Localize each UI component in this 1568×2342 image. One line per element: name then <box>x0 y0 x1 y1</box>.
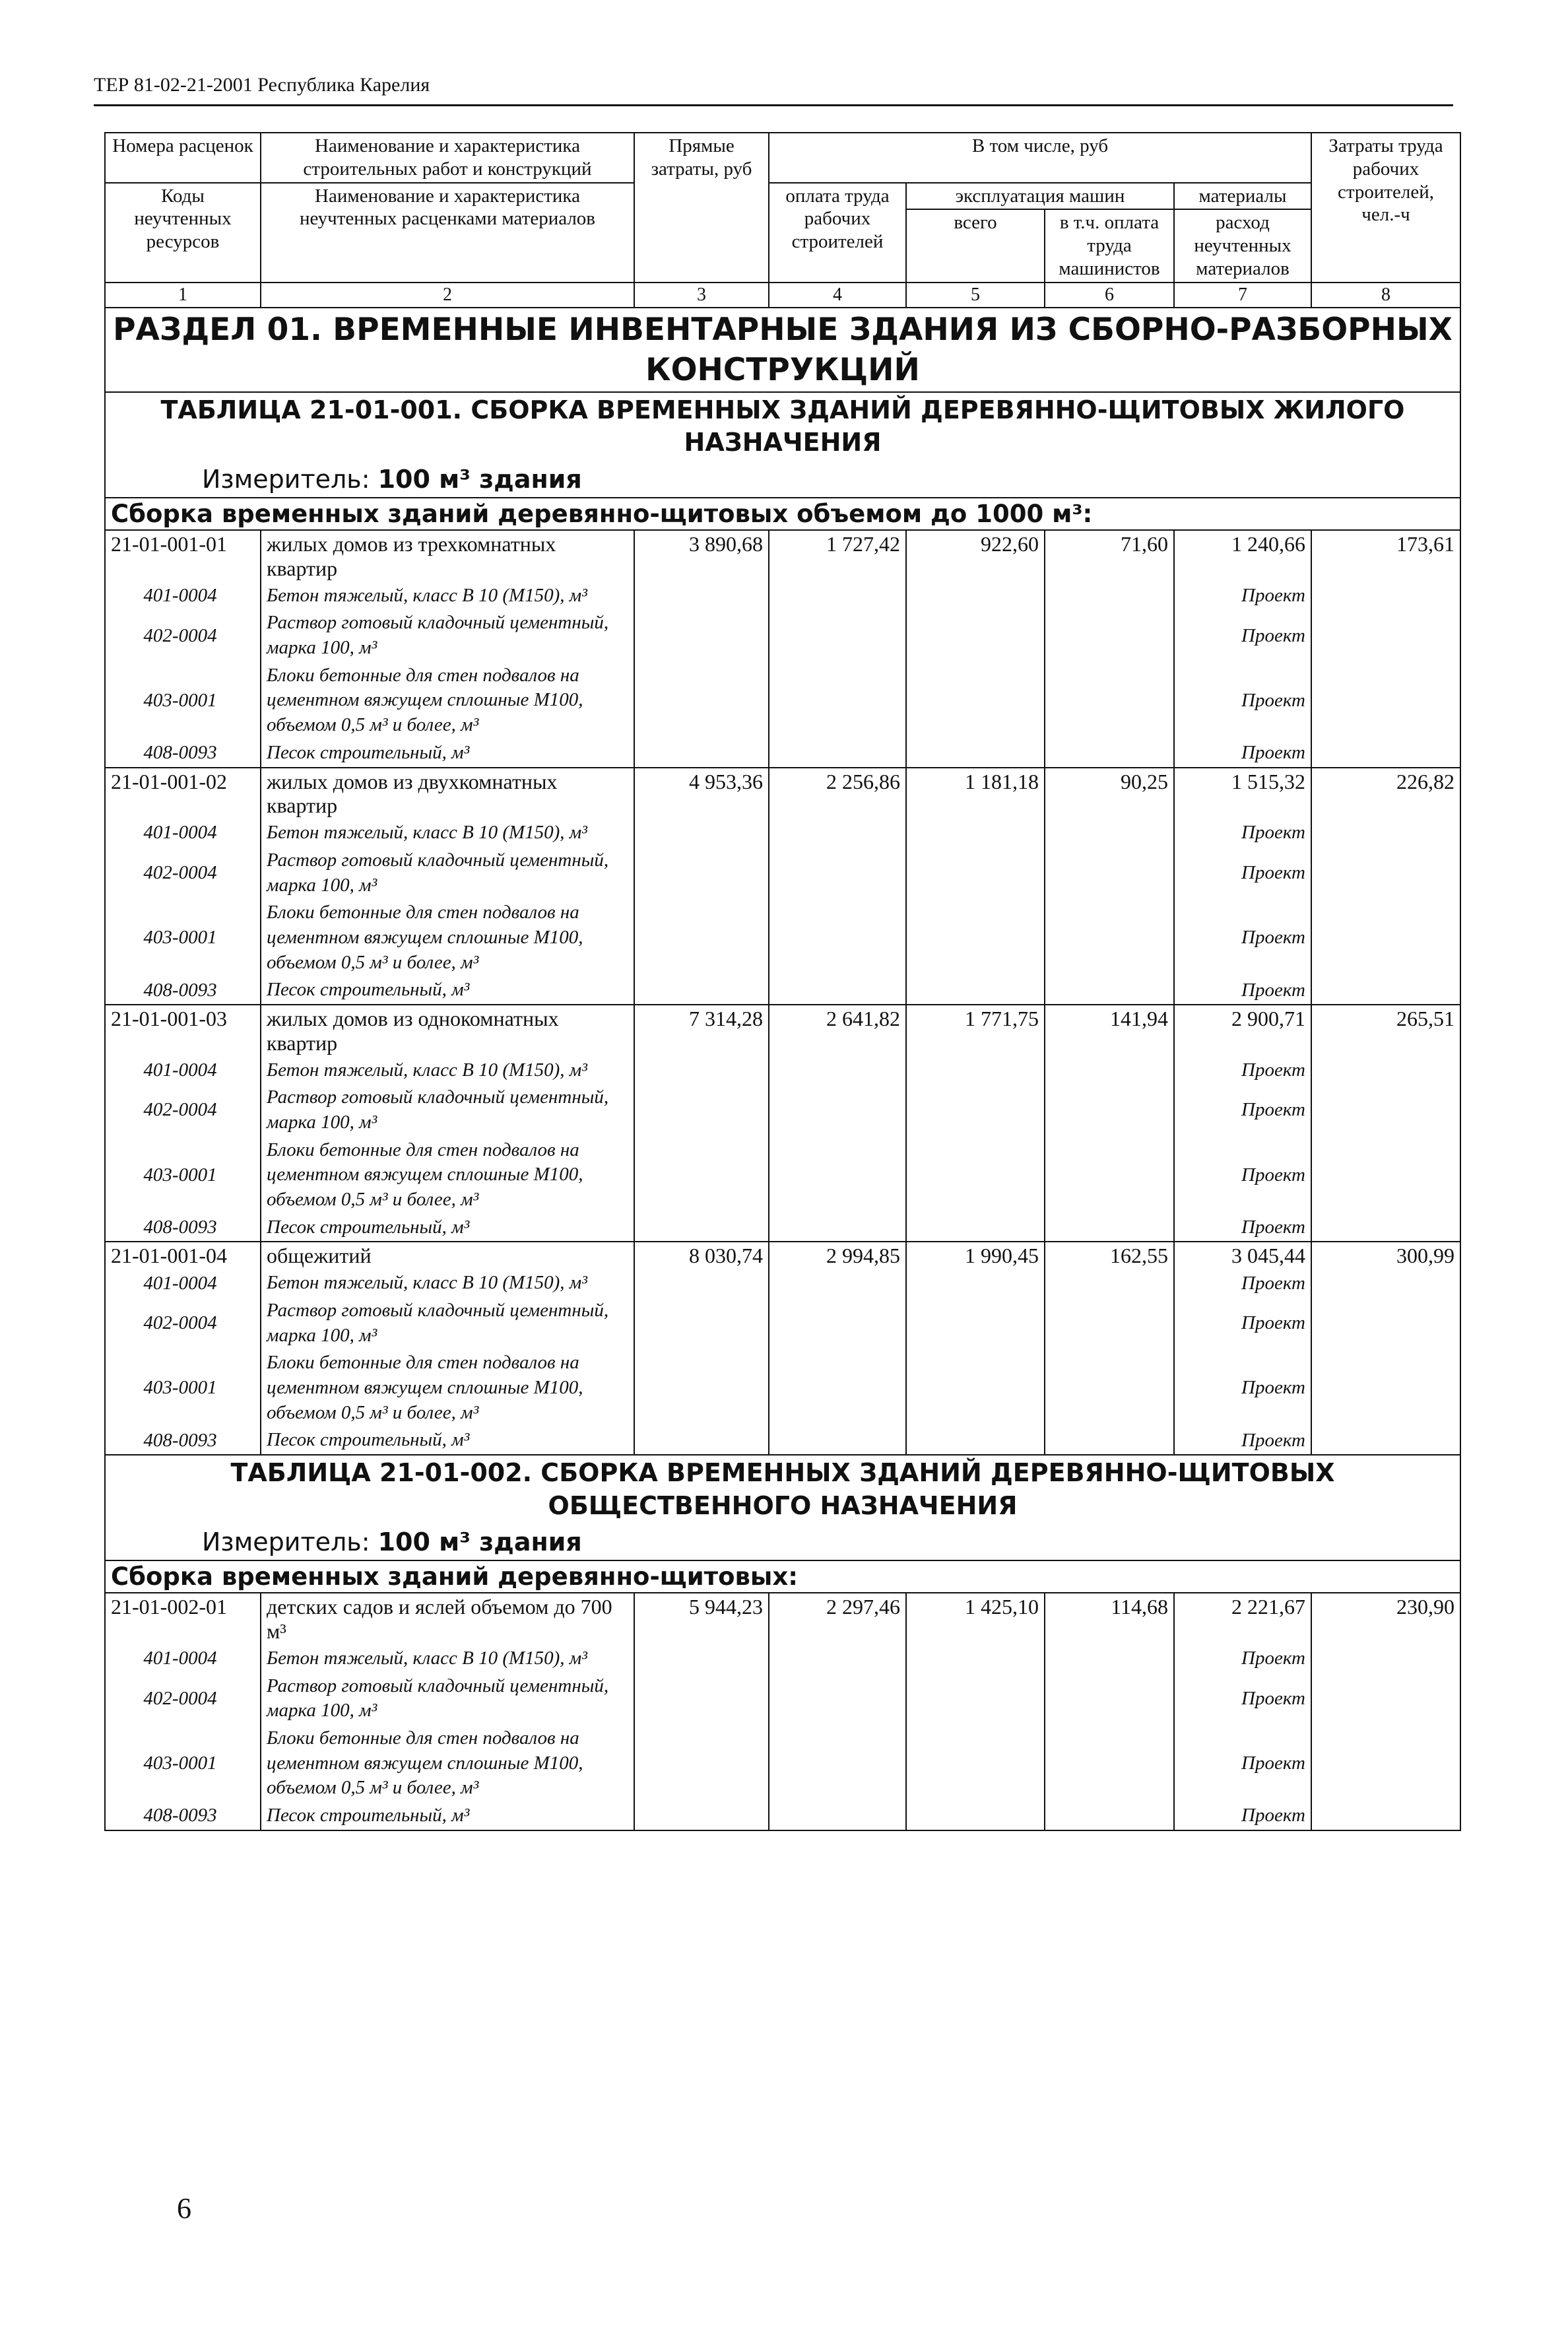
empty-cell <box>906 739 1045 768</box>
empty-cell <box>906 1084 1045 1136</box>
empty-cell <box>769 1084 906 1136</box>
resource-row <box>105 1802 1460 1830</box>
materials-cost: 2 221,67 <box>1174 1593 1311 1645</box>
resource-row <box>105 1349 1460 1426</box>
empty-cell <box>906 1673 1045 1725</box>
resource-name: Блоки бетонные для стен подвалов на цементном вяжущем сплошные М100, объемом 0,5 м³ и более, м³ <box>261 1349 634 1426</box>
resource-code: 403-0001 <box>105 899 261 976</box>
resource-consumption: Проект <box>1174 1349 1311 1426</box>
empty-cell <box>906 1349 1045 1426</box>
empty-cell <box>906 899 1045 976</box>
measure-value: 100 м³ здания <box>377 1527 582 1556</box>
empty-cell <box>1045 976 1174 1005</box>
resource-code: 408-0093 <box>105 976 261 1005</box>
empty-cell <box>1311 1214 1460 1242</box>
labor-hours: 230,90 <box>1311 1593 1460 1645</box>
empty-cell <box>1045 1426 1174 1455</box>
table-row <box>105 768 1460 820</box>
empty-cell <box>906 976 1045 1005</box>
empty-cell <box>1311 609 1460 661</box>
header-col7: расход неучтенных материалов <box>1174 209 1311 282</box>
resource-consumption: Проект <box>1174 1297 1311 1349</box>
resource-code: 402-0004 <box>105 1084 261 1136</box>
empty-cell <box>769 1426 906 1455</box>
header-col1-top: Номера расценок <box>105 133 261 183</box>
resource-name: Раствор готовый кладочный цементный, марка 100, м³ <box>261 609 634 661</box>
empty-cell <box>769 899 906 976</box>
empty-cell <box>1311 1673 1460 1725</box>
resource-code: 403-0001 <box>105 1349 261 1426</box>
empty-cell <box>1045 739 1174 768</box>
machine-operators-wages: 162,55 <box>1045 1242 1174 1269</box>
rate-code: 21-01-001-01 <box>105 530 261 582</box>
resource-row <box>105 976 1460 1005</box>
resource-row <box>105 1137 1460 1214</box>
empty-cell <box>1045 1349 1174 1426</box>
table-subtitle: Сборка временных зданий деревянно-щитовых объемом до 1000 м³: <box>105 498 1460 530</box>
empty-cell <box>906 1645 1045 1673</box>
resource-consumption: Проект <box>1174 582 1311 610</box>
empty-cell <box>906 609 1045 661</box>
resource-name: Блоки бетонные для стен подвалов на цементном вяжущем сплошные М100, объемом 0,5 м³ и более, м³ <box>261 1137 634 1214</box>
resource-name: Блоки бетонные для стен подвалов на цементном вяжущем сплошные М100, объемом 0,5 м³ и более, м³ <box>261 662 634 739</box>
resource-consumption: Проект <box>1174 609 1311 661</box>
resource-row <box>105 1057 1460 1085</box>
column-numbers <box>105 283 1460 308</box>
labor-hours: 173,61 <box>1311 530 1460 582</box>
empty-cell <box>1045 1084 1174 1136</box>
empty-cell <box>906 847 1045 899</box>
resource-name: Раствор готовый кладочный цементный, марка 100, м³ <box>261 847 634 899</box>
machine-operators-wages: 71,60 <box>1045 530 1174 582</box>
empty-cell <box>1045 609 1174 661</box>
column-number: 8 <box>1311 283 1460 308</box>
empty-cell <box>1311 1725 1460 1802</box>
table-row <box>105 530 1460 582</box>
empty-cell <box>769 582 906 610</box>
empty-cell <box>1311 1137 1460 1214</box>
column-number: 4 <box>769 283 906 308</box>
direct-costs: 4 953,36 <box>634 768 769 820</box>
machine-operators-wages: 141,94 <box>1045 1005 1174 1057</box>
empty-cell <box>906 819 1045 847</box>
empty-cell <box>769 1057 906 1085</box>
resource-code: 402-0004 <box>105 1673 261 1725</box>
resource-code: 408-0093 <box>105 1426 261 1455</box>
empty-cell <box>634 609 769 661</box>
machines-total: 1 181,18 <box>906 768 1045 820</box>
empty-cell <box>634 582 769 610</box>
empty-cell <box>634 1673 769 1725</box>
resource-name: Песок строительный, м³ <box>261 1214 634 1242</box>
column-number: 2 <box>261 283 634 308</box>
empty-cell <box>1045 1802 1174 1830</box>
resource-row <box>105 1084 1460 1136</box>
labor-wages: 2 256,86 <box>769 768 906 820</box>
empty-cell <box>634 976 769 1005</box>
resource-row <box>105 819 1460 847</box>
header-materials: материалы <box>1174 183 1311 210</box>
labor-hours: 226,82 <box>1311 768 1460 820</box>
empty-cell <box>769 1802 906 1830</box>
empty-cell <box>1311 976 1460 1005</box>
empty-cell <box>1045 847 1174 899</box>
resource-code: 402-0004 <box>105 609 261 661</box>
resource-code: 403-0001 <box>105 1725 261 1802</box>
resource-row <box>105 1269 1460 1297</box>
column-number: 1 <box>105 283 261 308</box>
resource-row <box>105 899 1460 976</box>
empty-cell <box>634 1137 769 1214</box>
empty-cell <box>906 1426 1045 1455</box>
header-rule <box>94 104 1453 106</box>
measure-label: Измеритель: <box>202 1527 370 1556</box>
empty-cell <box>1311 1645 1460 1673</box>
materials-cost: 2 900,71 <box>1174 1005 1311 1057</box>
resource-consumption: Проект <box>1174 1214 1311 1242</box>
resource-consumption: Проект <box>1174 1426 1311 1455</box>
work-name: жилых домов из однокомнатных квартир <box>261 1005 634 1057</box>
header-group: В том числе, руб <box>769 133 1311 183</box>
resource-row <box>105 1297 1460 1349</box>
resource-consumption: Проект <box>1174 1137 1311 1214</box>
resource-consumption: Проект <box>1174 1269 1311 1297</box>
empty-cell <box>1311 819 1460 847</box>
resource-row <box>105 1426 1460 1455</box>
empty-cell <box>769 1297 906 1349</box>
resource-row <box>105 1214 1460 1242</box>
resource-name: Песок строительный, м³ <box>261 1802 634 1830</box>
measure-label: Измеритель: <box>202 464 370 494</box>
header-col3: Прямые затраты, руб <box>634 133 769 283</box>
empty-cell <box>769 1137 906 1214</box>
empty-cell <box>1311 899 1460 976</box>
empty-cell <box>1045 1673 1174 1725</box>
header-machines: эксплуатация машин <box>906 183 1174 210</box>
empty-cell <box>1045 1214 1174 1242</box>
table-row <box>105 1242 1460 1269</box>
measure-unit <box>111 1526 1454 1558</box>
resource-code: 401-0004 <box>105 1645 261 1673</box>
empty-cell <box>634 1057 769 1085</box>
resource-name: Блоки бетонные для стен подвалов на цементном вяжущем сплошные М100, объемом 0,5 м³ и более, м³ <box>261 1725 634 1802</box>
resource-consumption: Проект <box>1174 847 1311 899</box>
resource-consumption: Проект <box>1174 899 1311 976</box>
resource-name: Блоки бетонные для стен подвалов на цементном вяжущем сплошные М100, объемом 0,5 м³ и более, м³ <box>261 899 634 976</box>
empty-cell <box>1311 1084 1460 1136</box>
header-col2-bottom: Наименование и характеристика неучтенных расценками материалов <box>261 183 634 283</box>
resource-code: 403-0001 <box>105 662 261 739</box>
empty-cell <box>1045 1137 1174 1214</box>
empty-cell <box>634 1214 769 1242</box>
resource-name: Бетон тяжелый, класс В 10 (М150), м³ <box>261 1057 634 1085</box>
resource-consumption: Проект <box>1174 1057 1311 1085</box>
empty-cell <box>634 1269 769 1297</box>
empty-cell <box>1311 1297 1460 1349</box>
resource-name: Раствор готовый кладочный цементный, марка 100, м³ <box>261 1297 634 1349</box>
empty-cell <box>1311 1269 1460 1297</box>
table-title: ТАБЛИЦА 21-01-002. СБОРКА ВРЕМЕННЫХ ЗДАНИЙ ДЕРЕВЯННО-ЩИТОВЫХ ОБЩЕСТВЕННОГО НАЗНАЧЕНИЯ <box>230 1458 1335 1520</box>
measure-unit <box>111 463 1454 496</box>
empty-cell <box>634 1297 769 1349</box>
header-col1-bottom: Коды неучтенных ресурсов <box>105 183 261 283</box>
materials-cost: 1 515,32 <box>1174 768 1311 820</box>
work-name: детских садов и яслей объемом до 700 м³ <box>261 1593 634 1645</box>
empty-cell <box>906 1214 1045 1242</box>
resource-code: 401-0004 <box>105 1269 261 1297</box>
measure-value: 100 м³ здания <box>377 464 582 494</box>
empty-cell <box>1045 819 1174 847</box>
resource-name: Песок строительный, м³ <box>261 1426 634 1455</box>
resource-code: 401-0004 <box>105 582 261 610</box>
empty-cell <box>906 1137 1045 1214</box>
header-col5: всего <box>906 209 1045 282</box>
resource-row <box>105 1673 1460 1725</box>
resource-consumption: Проект <box>1174 1725 1311 1802</box>
materials-cost: 3 045,44 <box>1174 1242 1311 1269</box>
empty-cell <box>634 1645 769 1673</box>
rate-code: 21-01-002-01 <box>105 1593 261 1645</box>
resource-row <box>105 847 1460 899</box>
table-title: ТАБЛИЦА 21-01-001. СБОРКА ВРЕМЕННЫХ ЗДАНИЙ ДЕРЕВЯННО-ЩИТОВЫХ ЖИЛОГО НАЗНАЧЕНИЯ <box>160 395 1405 457</box>
work-name: жилых домов из двухкомнатных квартир <box>261 768 634 820</box>
resource-code: 408-0093 <box>105 1214 261 1242</box>
empty-cell <box>634 1349 769 1426</box>
machine-operators-wages: 90,25 <box>1045 768 1174 820</box>
column-number: 6 <box>1045 283 1174 308</box>
table-subtitle: Сборка временных зданий деревянно-щитовых: <box>105 1560 1460 1593</box>
resource-name: Песок строительный, м³ <box>261 739 634 768</box>
header-col8: Затраты труда рабочих строителей, чел.-ч <box>1311 133 1460 283</box>
resource-row <box>105 1645 1460 1673</box>
labor-wages: 2 994,85 <box>769 1242 906 1269</box>
header-col4: оплата труда рабочих строителей <box>769 183 906 283</box>
empty-cell <box>769 1269 906 1297</box>
rate-code: 21-01-001-02 <box>105 768 261 820</box>
empty-cell <box>769 609 906 661</box>
resource-code: 402-0004 <box>105 1297 261 1349</box>
empty-cell <box>1311 662 1460 739</box>
resource-code: 401-0004 <box>105 1057 261 1085</box>
empty-cell <box>769 662 906 739</box>
empty-cell <box>769 739 906 768</box>
resource-name: Бетон тяжелый, класс В 10 (М150), м³ <box>261 819 634 847</box>
resource-name: Песок строительный, м³ <box>261 976 634 1005</box>
resource-name: Бетон тяжелый, класс В 10 (М150), м³ <box>261 1645 634 1673</box>
resource-name: Бетон тяжелый, класс В 10 (М150), м³ <box>261 582 634 610</box>
empty-cell <box>1045 1645 1174 1673</box>
empty-cell <box>1311 847 1460 899</box>
resource-row <box>105 1725 1460 1802</box>
empty-cell <box>634 819 769 847</box>
empty-cell <box>634 1802 769 1830</box>
column-number: 3 <box>634 283 769 308</box>
empty-cell <box>634 1725 769 1802</box>
resource-row <box>105 609 1460 661</box>
empty-cell <box>1311 1426 1460 1455</box>
labor-hours: 265,51 <box>1311 1005 1460 1057</box>
resource-row <box>105 739 1460 768</box>
materials-cost: 1 240,66 <box>1174 530 1311 582</box>
machines-total: 1 771,75 <box>906 1005 1045 1057</box>
rates-table <box>104 132 1461 1831</box>
work-name: жилых домов из трехкомнатных квартир <box>261 530 634 582</box>
resource-consumption: Проект <box>1174 976 1311 1005</box>
resource-code: 408-0093 <box>105 739 261 768</box>
empty-cell <box>1045 899 1174 976</box>
page-number: 6 <box>177 2192 191 2225</box>
empty-cell <box>1311 1349 1460 1426</box>
machine-operators-wages: 114,68 <box>1045 1593 1174 1645</box>
work-name: общежитий <box>261 1242 634 1269</box>
empty-cell <box>1045 662 1174 739</box>
labor-wages: 1 727,42 <box>769 530 906 582</box>
running-header: ТЕР 81-02-21-2001 Республика Карелия <box>94 74 430 96</box>
labor-wages: 2 641,82 <box>769 1005 906 1057</box>
empty-cell <box>769 1349 906 1426</box>
table-title-cell <box>105 1455 1460 1560</box>
empty-cell <box>1045 582 1174 610</box>
resource-code: 408-0093 <box>105 1802 261 1830</box>
column-number: 5 <box>906 283 1045 308</box>
rate-code: 21-01-001-04 <box>105 1242 261 1269</box>
resource-consumption: Проект <box>1174 1673 1311 1725</box>
machines-total: 922,60 <box>906 530 1045 582</box>
empty-cell <box>1311 582 1460 610</box>
machines-total: 1 990,45 <box>906 1242 1045 1269</box>
empty-cell <box>906 582 1045 610</box>
empty-cell <box>906 1725 1045 1802</box>
header-col2-top: Наименование и характеристика строительных работ и конструкций <box>261 133 634 183</box>
empty-cell <box>1311 1802 1460 1830</box>
resource-code: 403-0001 <box>105 1137 261 1214</box>
labor-wages: 2 297,46 <box>769 1593 906 1645</box>
empty-cell <box>906 1802 1045 1830</box>
machines-total: 1 425,10 <box>906 1593 1045 1645</box>
resource-name: Раствор готовый кладочный цементный, марка 100, м³ <box>261 1673 634 1725</box>
empty-cell <box>769 1645 906 1673</box>
resource-code: 401-0004 <box>105 819 261 847</box>
table-row <box>105 1593 1460 1645</box>
direct-costs: 7 314,28 <box>634 1005 769 1057</box>
empty-cell <box>769 819 906 847</box>
empty-cell <box>906 662 1045 739</box>
empty-cell <box>1045 1269 1174 1297</box>
resource-consumption: Проект <box>1174 739 1311 768</box>
empty-cell <box>769 1214 906 1242</box>
empty-cell <box>1311 739 1460 768</box>
empty-cell <box>1045 1297 1174 1349</box>
empty-cell <box>906 1269 1045 1297</box>
resource-consumption: Проект <box>1174 662 1311 739</box>
empty-cell <box>1045 1057 1174 1085</box>
resource-consumption: Проект <box>1174 1802 1311 1830</box>
labor-hours: 300,99 <box>1311 1242 1460 1269</box>
resource-name: Бетон тяжелый, класс В 10 (М150), м³ <box>261 1269 634 1297</box>
resource-row <box>105 662 1460 739</box>
resource-consumption: Проект <box>1174 1084 1311 1136</box>
resource-row <box>105 582 1460 610</box>
direct-costs: 5 944,23 <box>634 1593 769 1645</box>
empty-cell <box>769 976 906 1005</box>
empty-cell <box>769 847 906 899</box>
direct-costs: 3 890,68 <box>634 530 769 582</box>
empty-cell <box>906 1057 1045 1085</box>
empty-cell <box>634 1084 769 1136</box>
header-col6: в т.ч. оплата труда машинистов <box>1045 209 1174 282</box>
empty-cell <box>634 662 769 739</box>
resource-name: Раствор готовый кладочный цементный, марка 100, м³ <box>261 1084 634 1136</box>
column-number: 7 <box>1174 283 1311 308</box>
empty-cell <box>634 847 769 899</box>
empty-cell <box>906 1297 1045 1349</box>
empty-cell <box>634 899 769 976</box>
empty-cell <box>1045 1725 1174 1802</box>
empty-cell <box>634 739 769 768</box>
empty-cell <box>769 1673 906 1725</box>
table-row <box>105 1005 1460 1057</box>
empty-cell <box>1311 1057 1460 1085</box>
resource-consumption: Проект <box>1174 819 1311 847</box>
table-title-cell <box>105 392 1460 498</box>
rate-code: 21-01-001-03 <box>105 1005 261 1057</box>
section-title: РАЗДЕЛ 01. ВРЕМЕННЫЕ ИНВЕНТАРНЫЕ ЗДАНИЯ ИЗ СБОРНО-РАЗБОРНЫХ КОНСТРУКЦИЙ <box>105 308 1460 392</box>
resource-code: 402-0004 <box>105 847 261 899</box>
empty-cell <box>634 1426 769 1455</box>
direct-costs: 8 030,74 <box>634 1242 769 1269</box>
resource-consumption: Проект <box>1174 1645 1311 1673</box>
empty-cell <box>769 1725 906 1802</box>
